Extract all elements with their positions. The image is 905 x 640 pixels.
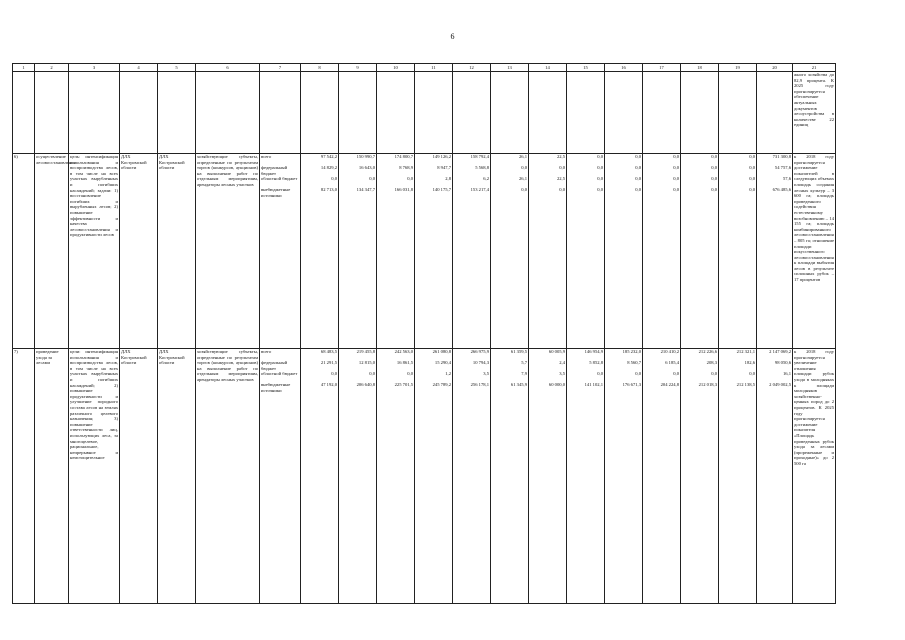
col-header: 6: [196, 64, 260, 72]
value-cell: 150 990,7 16 643,0 0,0 134 347,7: [339, 154, 377, 349]
value-cell: 261 080,8 15 290,4 1,2 245 789,2: [415, 349, 453, 604]
col-header: 4: [120, 64, 158, 72]
col-header: 16: [605, 64, 643, 72]
row-number: 6): [13, 154, 35, 349]
col-header: 8: [301, 64, 339, 72]
row-number: 7): [13, 349, 35, 604]
col-header: 2: [35, 64, 69, 72]
col-header: 9: [339, 64, 377, 72]
executor: ДЛХ Костромской области: [120, 349, 158, 604]
col-header: 13: [491, 64, 529, 72]
value-cell: 22,5 0,0 22,5 0,0: [529, 154, 567, 349]
col-header: 5: [158, 64, 196, 72]
value-cell: 212 321,1 182,6 0,0 212 138,5: [719, 349, 757, 604]
funding-sources: [260, 349, 301, 604]
value-cell: 0,0 0,0 0,0 0,0: [681, 154, 719, 349]
value-cell: 68 483,5 21 291,5 0,0 47 192,0: [301, 349, 339, 604]
value-cell: 97 542,2 14 829,2 0,0 82 713,0: [301, 154, 339, 349]
participants: хозяйствующие субъекты, определенные по результатам торгов (конкурсов, аукционов) на выполнение работ по отдельным мероприятиям, арендаторы лесных участков: [196, 349, 260, 604]
total-cell: 731 300,8 54 757,6 57,6 676 485,6: [757, 154, 793, 349]
goal-text: цель: интенсификация использования и воспроизводства лесов, в том числе на всех участках вырубленных и погибших насаждений; задачи: 1) восстановление погибших и вырубленных лесов; 2) повышение эффективности и качества лесовосстановления и продуктивности лесов: [69, 154, 120, 349]
col-header: 7: [260, 64, 301, 72]
column-number-row: [13, 64, 836, 72]
funding-source: внебюджетные источники: [261, 187, 291, 198]
funding-source: областной бюджет: [261, 371, 298, 376]
value-cell: 242 563,0 16 861,5 0,0 225 701,5: [377, 349, 415, 604]
value-cell: 0,0 0,0 0,0 0,0: [567, 154, 605, 349]
expected-result: к 2018 году прогнозируется достижение показателей в следующих объемах площадь создания лесных культур – 3 600 га; площадь проведенного содействия естественному возобновлению – 14 155 га; площадь комбинированного лесовосстановления – 805 га; отношение площади искусственного лесовосстановления к площади выбытия лесов в результате сплошных рубок – 17 процентов: [793, 154, 836, 349]
col-header: 19: [719, 64, 757, 72]
result-continuation: жного хозяйства до 82,9 процента. К 2025 году прогнозируется обеспечение актуальных документов лесоустройства в количестве 22 единиц: [793, 72, 836, 154]
value-cell: 174 800,7 8 768,9 0,0 166 031,8: [377, 154, 415, 349]
col-header: 1: [13, 64, 35, 72]
participants: хозяйствующие субъекты, определенные по результатам торгов (конкурсов, аукционов) на выполнение работ по отдельным мероприятиям, арендаторы лесных участков: [196, 154, 260, 349]
executor: ДЛХ Костромской области: [120, 154, 158, 349]
col-header: 15: [567, 64, 605, 72]
col-header: 12: [453, 64, 491, 72]
value-cell: 149 126,2 8 947,7 2,8 140 175,7: [415, 154, 453, 349]
value-cell: 158 792,4 5 568,8 6,2 153 217,4: [453, 154, 491, 349]
col-header: 17: [643, 64, 681, 72]
funding-source: всего: [261, 154, 272, 159]
funding-source: федеральный бюджет: [261, 360, 288, 371]
coexecutor: ДЛХ Костромской области: [158, 154, 196, 349]
table-row: [13, 349, 836, 604]
measure-name: осуществление лесовосстановления: [35, 154, 69, 349]
value-cell: 266 975,9 10 794,3 3,5 256 178,1: [453, 349, 491, 604]
value-cell: 210 410,2 6 185,4 0,0 204 224,8: [643, 349, 681, 604]
funding-source: областной бюджет: [261, 176, 298, 181]
total-cell: 2 147 069,2 98 050,6 16,1 2 049 002,5: [757, 349, 793, 604]
funding-source: внебюджетные источники: [261, 382, 291, 393]
value-cell: 0,0 0,0 0,0 0,0: [719, 154, 757, 349]
value-cell: 60 005,9 2,4 3,5 60 000,0: [529, 349, 567, 604]
value-cell: 185 232,0 8 560,7 0,0 176 671,3: [605, 349, 643, 604]
col-header: 21: [793, 64, 836, 72]
page-number: 6: [450, 32, 455, 41]
col-header: 20: [757, 64, 793, 72]
value-cell: 146 954,9 5 852,8 0,0 141 102,1: [567, 349, 605, 604]
value-cell: 0,0 0,0 0,0 0,0: [643, 154, 681, 349]
funding-source: федеральный бюджет: [261, 165, 288, 176]
col-header: 11: [415, 64, 453, 72]
expected-result: к 2018 году прогнозируется увеличение отношения площади рубок ухода в молодняках к площади молодняков хозяйственно-ценных пород до 2 процентов. К 2025 году прогнозируется достижение показателя «Площадь проведенных рубок ухода за лесами (прореженные и проходные)» до 2 500 га: [793, 349, 836, 604]
program-table: [12, 63, 836, 604]
col-header: 3: [69, 64, 120, 72]
col-header: 18: [681, 64, 719, 72]
value-cell: 61 359,5 5,7 7,9 61 345,9: [491, 349, 529, 604]
value-cell: 219 455,8 12 815,0 0,0 206 640,8: [339, 349, 377, 604]
continuation-row: [13, 72, 836, 154]
coexecutor: ДЛХ Костромской области: [158, 349, 196, 604]
measure-name: проведение ухода за лесами: [35, 349, 69, 604]
funding-sources: [260, 154, 301, 349]
goal-text: цели: интенсификация использования и воспроизводства лесов, в том числе на всех участках вырубленных и погибших насаждений; 2) повышение продуктивности и улучшение породного состава лесов на землях различного целевого назначения; 3) повышение ответственности лиц, использующих леса, за многоцелевое, рациональное, непрерывное и неистощительное: [69, 349, 120, 604]
col-header: 14: [529, 64, 567, 72]
value-cell: 0,0 0,0 0,0 0,0: [605, 154, 643, 349]
funding-source: всего: [261, 349, 272, 354]
value-cell: 212 226,6 208,3 0,0 212 018,3: [681, 349, 719, 604]
value-cell: 26,1 0,0 26,1 0,0: [491, 154, 529, 349]
col-header: 10: [377, 64, 415, 72]
table-row: [13, 154, 836, 349]
